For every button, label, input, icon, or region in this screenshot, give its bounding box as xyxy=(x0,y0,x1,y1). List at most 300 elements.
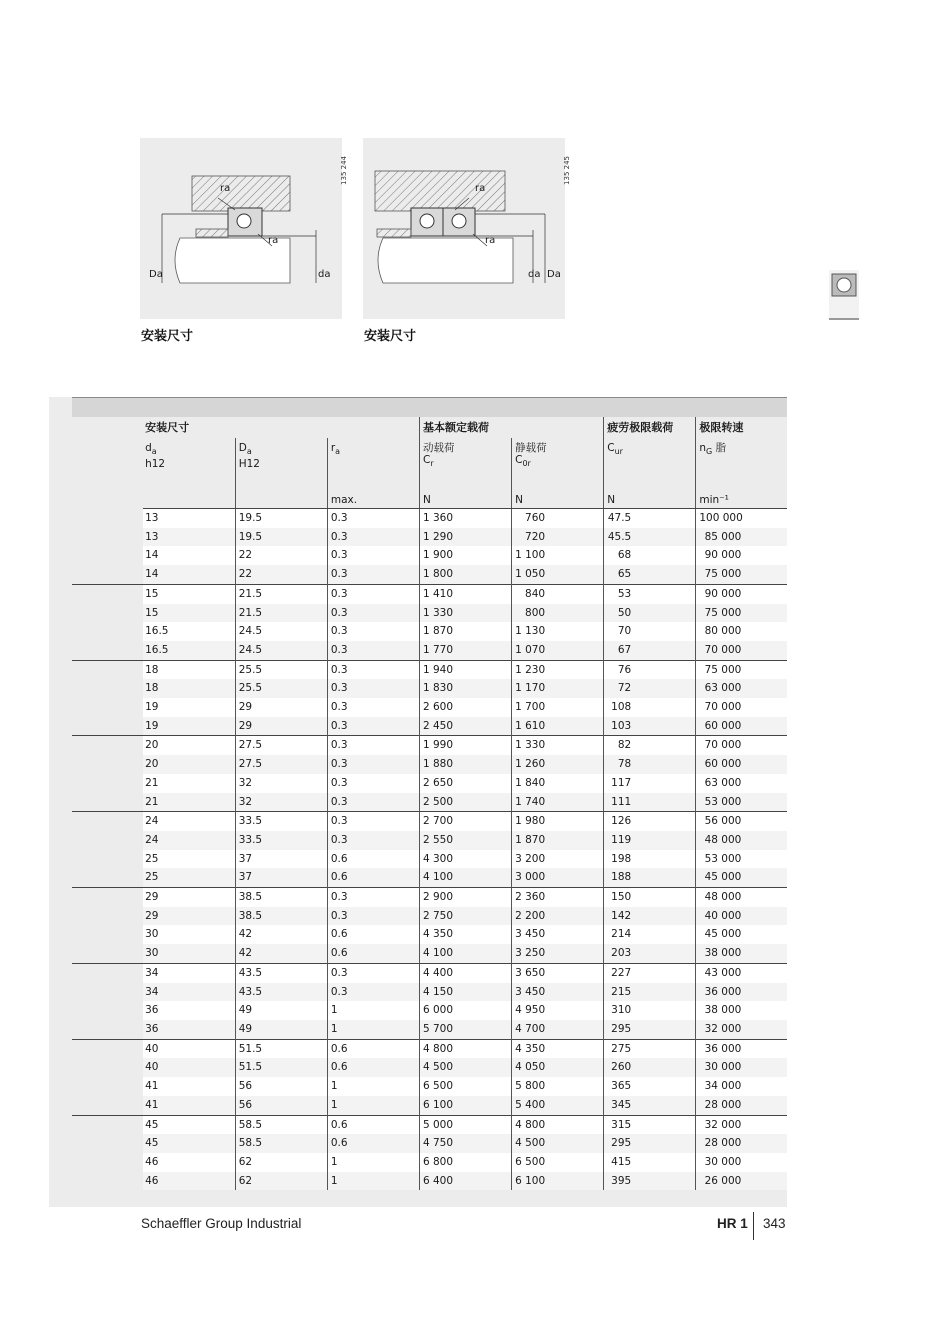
table-body xyxy=(72,509,787,1191)
cell-dynamic-load: 4 750 xyxy=(419,1134,511,1153)
cell-static-load: 4 350 xyxy=(512,1039,604,1058)
cell-Da: 19.5 xyxy=(235,509,327,528)
cell-Da: 33.5 xyxy=(235,812,327,831)
table-row xyxy=(72,888,787,907)
cell-dynamic-load: 1 940 xyxy=(419,660,511,679)
cell-ra: 0.3 xyxy=(327,509,419,528)
table-row xyxy=(72,509,787,528)
cell-ra: 0.3 xyxy=(327,717,419,736)
cell-ra: 0.3 xyxy=(327,660,419,679)
table-row xyxy=(72,660,787,679)
cell-ra: 0.6 xyxy=(327,1058,419,1077)
cell-ra: 0.3 xyxy=(327,679,419,698)
cell-grease-speed: 43 000 xyxy=(696,963,787,982)
cell-grease-speed: 28 000 xyxy=(696,1134,787,1153)
cell-ra: 0.3 xyxy=(327,983,419,1002)
cell-ra: 0.3 xyxy=(327,565,419,584)
cell-Da: 62 xyxy=(235,1153,327,1172)
cell-grease-speed: 75 000 xyxy=(696,660,787,679)
figure-code: 135 244 xyxy=(340,156,348,185)
cell-Da: 21.5 xyxy=(235,584,327,603)
table-row xyxy=(72,793,787,812)
cell-ra: 0.3 xyxy=(327,812,419,831)
cell-fatigue-load: 70 xyxy=(604,622,696,641)
cell-static-load: 2 360 xyxy=(512,888,604,907)
unit-ra: max. xyxy=(327,492,419,509)
cell-Da: 32 xyxy=(235,774,327,793)
cell-grease-speed: 60 000 xyxy=(696,755,787,774)
cell-dynamic-load: 1 330 xyxy=(419,604,511,623)
cell-dynamic-load: 1 870 xyxy=(419,622,511,641)
cell-Da: 38.5 xyxy=(235,907,327,926)
cell-static-load: 4 800 xyxy=(512,1115,604,1134)
cell-grease-speed: 40 000 xyxy=(696,907,787,926)
cell-grease-speed: 53 000 xyxy=(696,793,787,812)
cell-static-load: 1 130 xyxy=(512,622,604,641)
cell-Da: 29 xyxy=(235,698,327,717)
cell-dynamic-load: 6 400 xyxy=(419,1172,511,1191)
cell-static-load: 4 050 xyxy=(512,1058,604,1077)
table-row xyxy=(72,1039,787,1058)
cell-static-load: 800 xyxy=(512,604,604,623)
cell-da: 46 xyxy=(143,1172,235,1191)
cell-dynamic-load: 4 100 xyxy=(419,944,511,963)
cell-da: 19 xyxy=(143,717,235,736)
cell-dynamic-load: 1 290 xyxy=(419,528,511,547)
cell-Da: 22 xyxy=(235,546,327,565)
col-header-da: $d_a$ h12 xyxy=(143,438,235,492)
cell-da: 40 xyxy=(143,1058,235,1077)
cell-ra: 0.6 xyxy=(327,850,419,869)
cell-da: 40 xyxy=(143,1039,235,1058)
cell-grease-speed: 34 000 xyxy=(696,1077,787,1096)
cell-dynamic-load: 2 450 xyxy=(419,717,511,736)
cell-static-load: 6 100 xyxy=(512,1172,604,1191)
table-row xyxy=(72,868,787,887)
cell-grease-speed: 60 000 xyxy=(696,717,787,736)
table-row xyxy=(72,1134,787,1153)
col-header-dynamic: 动载荷 $C_r$ xyxy=(419,438,511,492)
cell-dynamic-load: 1 770 xyxy=(419,641,511,660)
cell-dynamic-load: 4 500 xyxy=(419,1058,511,1077)
cell-ra: 1 xyxy=(327,1020,419,1039)
table-row xyxy=(72,641,787,660)
cell-grease-speed: 36 000 xyxy=(696,1039,787,1058)
cell-grease-speed: 56 000 xyxy=(696,812,787,831)
cell-ra: 0.3 xyxy=(327,604,419,623)
cell-Da: 21.5 xyxy=(235,604,327,623)
cell-grease-speed: 90 000 xyxy=(696,546,787,565)
cell-fatigue-load: 119 xyxy=(604,831,696,850)
cell-Da: 49 xyxy=(235,1001,327,1020)
cell-dynamic-load: 4 150 xyxy=(419,983,511,1002)
cell-grease-speed: 75 000 xyxy=(696,604,787,623)
cell-dynamic-load: 1 410 xyxy=(419,584,511,603)
cell-dynamic-load: 6 000 xyxy=(419,1001,511,1020)
cell-fatigue-load: 198 xyxy=(604,850,696,869)
cell-grease-speed: 85 000 xyxy=(696,528,787,547)
table-row xyxy=(72,1077,787,1096)
cell-ra: 0.3 xyxy=(327,736,419,755)
cell-da: 16.5 xyxy=(143,641,235,660)
col-header-grease-speed: $n_G$ 脂 xyxy=(699,442,727,457)
cell-ra: 0.6 xyxy=(327,925,419,944)
cell-fatigue-load: 415 xyxy=(604,1153,696,1172)
cell-Da: 56 xyxy=(235,1077,327,1096)
cell-grease-speed: 70 000 xyxy=(696,698,787,717)
cell-ra: 1 xyxy=(327,1096,419,1115)
table-row xyxy=(72,850,787,869)
cell-grease-speed: 30 000 xyxy=(696,1058,787,1077)
cell-Da: 25.5 xyxy=(235,660,327,679)
cell-grease-speed: 32 000 xyxy=(696,1115,787,1134)
cell-Da: 49 xyxy=(235,1020,327,1039)
cell-fatigue-load: 295 xyxy=(604,1020,696,1039)
cell-fatigue-load: 50 xyxy=(604,604,696,623)
bearing-section-drawing xyxy=(140,138,342,319)
cell-fatigue-load: 78 xyxy=(604,755,696,774)
cell-static-load: 1 740 xyxy=(512,793,604,812)
cell-dynamic-load: 4 350 xyxy=(419,925,511,944)
table-row xyxy=(72,812,787,831)
cell-Da: 58.5 xyxy=(235,1115,327,1134)
cell-grease-speed: 90 000 xyxy=(696,584,787,603)
cell-static-load: 1 700 xyxy=(512,698,604,717)
label-ra-top: ra xyxy=(220,183,231,194)
cell-fatigue-load: 150 xyxy=(604,888,696,907)
cell-ra: 0.3 xyxy=(327,641,419,660)
cell-ra: 0.3 xyxy=(327,831,419,850)
label-da: da xyxy=(528,269,541,280)
cell-da: 21 xyxy=(143,793,235,812)
table-row xyxy=(72,944,787,963)
cell-fatigue-load: 345 xyxy=(604,1096,696,1115)
cell-grease-speed: 70 000 xyxy=(696,736,787,755)
cell-Da: 58.5 xyxy=(235,1134,327,1153)
cell-static-load: 840 xyxy=(512,584,604,603)
cell-grease-speed: 45 000 xyxy=(696,868,787,887)
cell-da: 13 xyxy=(143,509,235,528)
cell-Da: 29 xyxy=(235,717,327,736)
cell-Da: 37 xyxy=(235,850,327,869)
cell-ra: 0.3 xyxy=(327,698,419,717)
group-header-load-ratings: 基本额定载荷 xyxy=(419,417,603,438)
cell-da: 18 xyxy=(143,660,235,679)
footer-series: HR 1 xyxy=(717,1216,748,1231)
bearing-section-drawing-pair xyxy=(363,138,565,319)
cell-grease-speed: 100 000 xyxy=(696,509,787,528)
cell-fatigue-load: 108 xyxy=(604,698,696,717)
table-row xyxy=(72,565,787,584)
bearing-thumb-icon xyxy=(829,270,859,316)
cell-dynamic-load: 6 800 xyxy=(419,1153,511,1172)
cell-grease-speed: 80 000 xyxy=(696,622,787,641)
cell-fatigue-load: 260 xyxy=(604,1058,696,1077)
cell-fatigue-load: 215 xyxy=(604,983,696,1002)
cell-static-load: 1 050 xyxy=(512,565,604,584)
cell-static-load: 4 950 xyxy=(512,1001,604,1020)
cell-da: 29 xyxy=(143,888,235,907)
table-row xyxy=(72,698,787,717)
label-ra-bottom: ra xyxy=(268,235,279,246)
cell-dynamic-load: 2 900 xyxy=(419,888,511,907)
cell-static-load: 1 840 xyxy=(512,774,604,793)
cell-fatigue-load: 103 xyxy=(604,717,696,736)
cell-dynamic-load: 6 500 xyxy=(419,1077,511,1096)
table-row xyxy=(72,546,787,565)
cell-Da: 62 xyxy=(235,1172,327,1191)
label-ra-top: ra xyxy=(475,183,486,194)
cell-grease-speed: 28 000 xyxy=(696,1096,787,1115)
cell-dynamic-load: 2 750 xyxy=(419,907,511,926)
cell-Da: 32 xyxy=(235,793,327,812)
cell-da: 29 xyxy=(143,907,235,926)
footer-separator xyxy=(753,1212,754,1240)
figure-code: 135 245 xyxy=(563,156,571,185)
cell-dynamic-load: 2 600 xyxy=(419,698,511,717)
cell-Da: 27.5 xyxy=(235,755,327,774)
group-header-fatigue: 疲劳极限载荷 xyxy=(604,417,696,438)
table-row xyxy=(72,1020,787,1039)
cell-ra: 0.3 xyxy=(327,622,419,641)
cell-ra: 0.3 xyxy=(327,774,419,793)
cell-fatigue-load: 310 xyxy=(604,1001,696,1020)
cell-grease-speed: 63 000 xyxy=(696,774,787,793)
cell-fatigue-load: 227 xyxy=(604,963,696,982)
cell-static-load: 720 xyxy=(512,528,604,547)
table-row xyxy=(72,755,787,774)
cell-ra: 0.3 xyxy=(327,888,419,907)
cell-da: 20 xyxy=(143,755,235,774)
cell-grease-speed: 38 000 xyxy=(696,944,787,963)
cell-fatigue-load: 315 xyxy=(604,1115,696,1134)
cell-Da: 43.5 xyxy=(235,983,327,1002)
cell-static-load: 1 260 xyxy=(512,755,604,774)
unit-fatigue: N xyxy=(604,492,696,509)
cell-ra: 0.6 xyxy=(327,944,419,963)
cell-static-load: 1 070 xyxy=(512,641,604,660)
cell-ra: 1 xyxy=(327,1172,419,1191)
label-ra-bottom: ra xyxy=(485,235,496,246)
table-group-header-row xyxy=(72,417,787,438)
unit-speed: min⁻¹ xyxy=(696,492,787,509)
cell-fatigue-load: 67 xyxy=(604,641,696,660)
cell-da: 14 xyxy=(143,546,235,565)
cell-dynamic-load: 5 000 xyxy=(419,1115,511,1134)
cell-da: 30 xyxy=(143,944,235,963)
table-unit-row xyxy=(72,492,787,509)
cell-static-load: 6 500 xyxy=(512,1153,604,1172)
cell-static-load: 3 450 xyxy=(512,983,604,1002)
table-row xyxy=(72,1096,787,1115)
cell-da: 36 xyxy=(143,1020,235,1039)
cell-da: 25 xyxy=(143,868,235,887)
footer-company: Schaeffler Group Industrial xyxy=(141,1216,302,1231)
cell-Da: 51.5 xyxy=(235,1058,327,1077)
cell-static-load: 4 700 xyxy=(512,1020,604,1039)
cell-da: 41 xyxy=(143,1096,235,1115)
table-row xyxy=(72,584,787,603)
cell-da: 18 xyxy=(143,679,235,698)
cell-static-load: 3 650 xyxy=(512,963,604,982)
cell-da: 41 xyxy=(143,1077,235,1096)
cell-da: 36 xyxy=(143,1001,235,1020)
cell-Da: 25.5 xyxy=(235,679,327,698)
cell-dynamic-load: 6 100 xyxy=(419,1096,511,1115)
cell-dynamic-load: 1 800 xyxy=(419,565,511,584)
installation-figure-2 xyxy=(363,138,571,319)
cell-ra: 0.6 xyxy=(327,1134,419,1153)
table-row xyxy=(72,831,787,850)
cell-fatigue-load: 45.5 xyxy=(604,528,696,547)
cell-static-load: 1 610 xyxy=(512,717,604,736)
unit-static: N xyxy=(512,492,604,509)
table-row xyxy=(72,622,787,641)
cell-fatigue-load: 188 xyxy=(604,868,696,887)
col-header-ra: $r_a$ xyxy=(327,438,419,492)
table-row xyxy=(72,983,787,1002)
table-row xyxy=(72,528,787,547)
cell-fatigue-load: 117 xyxy=(604,774,696,793)
cell-ra: 1 xyxy=(327,1077,419,1096)
cell-da: 13 xyxy=(143,528,235,547)
cell-dynamic-load: 2 500 xyxy=(419,793,511,812)
cell-Da: 51.5 xyxy=(235,1039,327,1058)
table-row xyxy=(72,679,787,698)
cell-Da: 42 xyxy=(235,925,327,944)
cell-da: 15 xyxy=(143,584,235,603)
cell-fatigue-load: 275 xyxy=(604,1039,696,1058)
cell-static-load: 1 330 xyxy=(512,736,604,755)
cell-grease-speed: 48 000 xyxy=(696,888,787,907)
group-header-installation: 安装尺寸 xyxy=(143,417,419,438)
cell-da: 30 xyxy=(143,925,235,944)
cell-ra: 0.3 xyxy=(327,755,419,774)
table-row xyxy=(72,1115,787,1134)
cell-static-load: 1 230 xyxy=(512,660,604,679)
cell-static-load: 3 450 xyxy=(512,925,604,944)
cell-Da: 56 xyxy=(235,1096,327,1115)
cell-fatigue-load: 47.5 xyxy=(604,509,696,528)
cell-Da: 37 xyxy=(235,868,327,887)
cell-da: 24 xyxy=(143,831,235,850)
table-sub-header-row xyxy=(72,438,787,492)
cell-dynamic-load: 1 360 xyxy=(419,509,511,528)
cell-ra: 0.6 xyxy=(327,1115,419,1134)
cell-grease-speed: 30 000 xyxy=(696,1153,787,1172)
cell-fatigue-load: 203 xyxy=(604,944,696,963)
cell-static-load: 1 870 xyxy=(512,831,604,850)
table-row xyxy=(72,907,787,926)
table-row xyxy=(72,963,787,982)
cell-da: 15 xyxy=(143,604,235,623)
cell-da: 21 xyxy=(143,774,235,793)
cell-dynamic-load: 4 400 xyxy=(419,963,511,982)
table-row xyxy=(72,1001,787,1020)
cell-da: 45 xyxy=(143,1134,235,1153)
cell-Da: 24.5 xyxy=(235,641,327,660)
cell-da: 16.5 xyxy=(143,622,235,641)
col-header-Da: $D_a$ H12 xyxy=(235,438,327,492)
cell-dynamic-load: 5 700 xyxy=(419,1020,511,1039)
cell-static-load: 2 200 xyxy=(512,907,604,926)
cell-ra: 0.3 xyxy=(327,546,419,565)
cell-da: 45 xyxy=(143,1115,235,1134)
cell-static-load: 4 500 xyxy=(512,1134,604,1153)
cell-ra: 0.3 xyxy=(327,584,419,603)
table-row xyxy=(72,1058,787,1077)
cell-dynamic-load: 2 650 xyxy=(419,774,511,793)
cell-fatigue-load: 295 xyxy=(604,1134,696,1153)
cell-static-load: 3 250 xyxy=(512,944,604,963)
cell-ra: 0.3 xyxy=(327,528,419,547)
cell-da: 14 xyxy=(143,565,235,584)
cell-dynamic-load: 4 800 xyxy=(419,1039,511,1058)
unit-dynamic: N xyxy=(419,492,511,509)
cell-da: 34 xyxy=(143,983,235,1002)
cell-da: 46 xyxy=(143,1153,235,1172)
cell-dynamic-load: 2 550 xyxy=(419,831,511,850)
dimension-table xyxy=(72,417,787,1190)
cell-fatigue-load: 82 xyxy=(604,736,696,755)
installation-figure-1 xyxy=(140,138,348,319)
cell-Da: 27.5 xyxy=(235,736,327,755)
cell-dynamic-load: 2 700 xyxy=(419,812,511,831)
table-row xyxy=(72,736,787,755)
cell-Da: 22 xyxy=(235,565,327,584)
col-header-fatigue: $C_{ur}$ xyxy=(604,438,696,492)
cell-ra: 0.3 xyxy=(327,793,419,812)
cell-Da: 43.5 xyxy=(235,963,327,982)
cell-fatigue-load: 111 xyxy=(604,793,696,812)
cell-dynamic-load: 1 880 xyxy=(419,755,511,774)
cell-grease-speed: 63 000 xyxy=(696,679,787,698)
cell-ra: 0.6 xyxy=(327,1039,419,1058)
cell-da: 24 xyxy=(143,812,235,831)
cell-static-load: 5 800 xyxy=(512,1077,604,1096)
cell-grease-speed: 48 000 xyxy=(696,831,787,850)
cell-ra: 0.6 xyxy=(327,868,419,887)
cell-grease-speed: 36 000 xyxy=(696,983,787,1002)
table-row xyxy=(72,717,787,736)
cell-ra: 0.3 xyxy=(327,963,419,982)
cell-static-load: 760 xyxy=(512,509,604,528)
section-thumb-tab xyxy=(829,270,859,320)
cell-ra: 1 xyxy=(327,1153,419,1172)
cell-fatigue-load: 53 xyxy=(604,584,696,603)
cell-dynamic-load: 1 990 xyxy=(419,736,511,755)
table-row xyxy=(72,1153,787,1172)
cell-grease-speed: 32 000 xyxy=(696,1020,787,1039)
cell-fatigue-load: 126 xyxy=(604,812,696,831)
table-panel-header-bar xyxy=(72,397,787,417)
cell-fatigue-load: 76 xyxy=(604,660,696,679)
cell-da: 20 xyxy=(143,736,235,755)
cell-fatigue-load: 65 xyxy=(604,565,696,584)
cell-fatigue-load: 365 xyxy=(604,1077,696,1096)
cell-grease-speed: 70 000 xyxy=(696,641,787,660)
cell-Da: 24.5 xyxy=(235,622,327,641)
cell-dynamic-load: 1 900 xyxy=(419,546,511,565)
cell-fatigue-load: 395 xyxy=(604,1172,696,1191)
page-number: 343 xyxy=(763,1216,786,1231)
cell-ra: 0.3 xyxy=(327,907,419,926)
cell-dynamic-load: 4 300 xyxy=(419,850,511,869)
cell-Da: 38.5 xyxy=(235,888,327,907)
table-row xyxy=(72,604,787,623)
table-row xyxy=(72,1172,787,1191)
group-header-speed: 极限转速 xyxy=(699,421,744,434)
